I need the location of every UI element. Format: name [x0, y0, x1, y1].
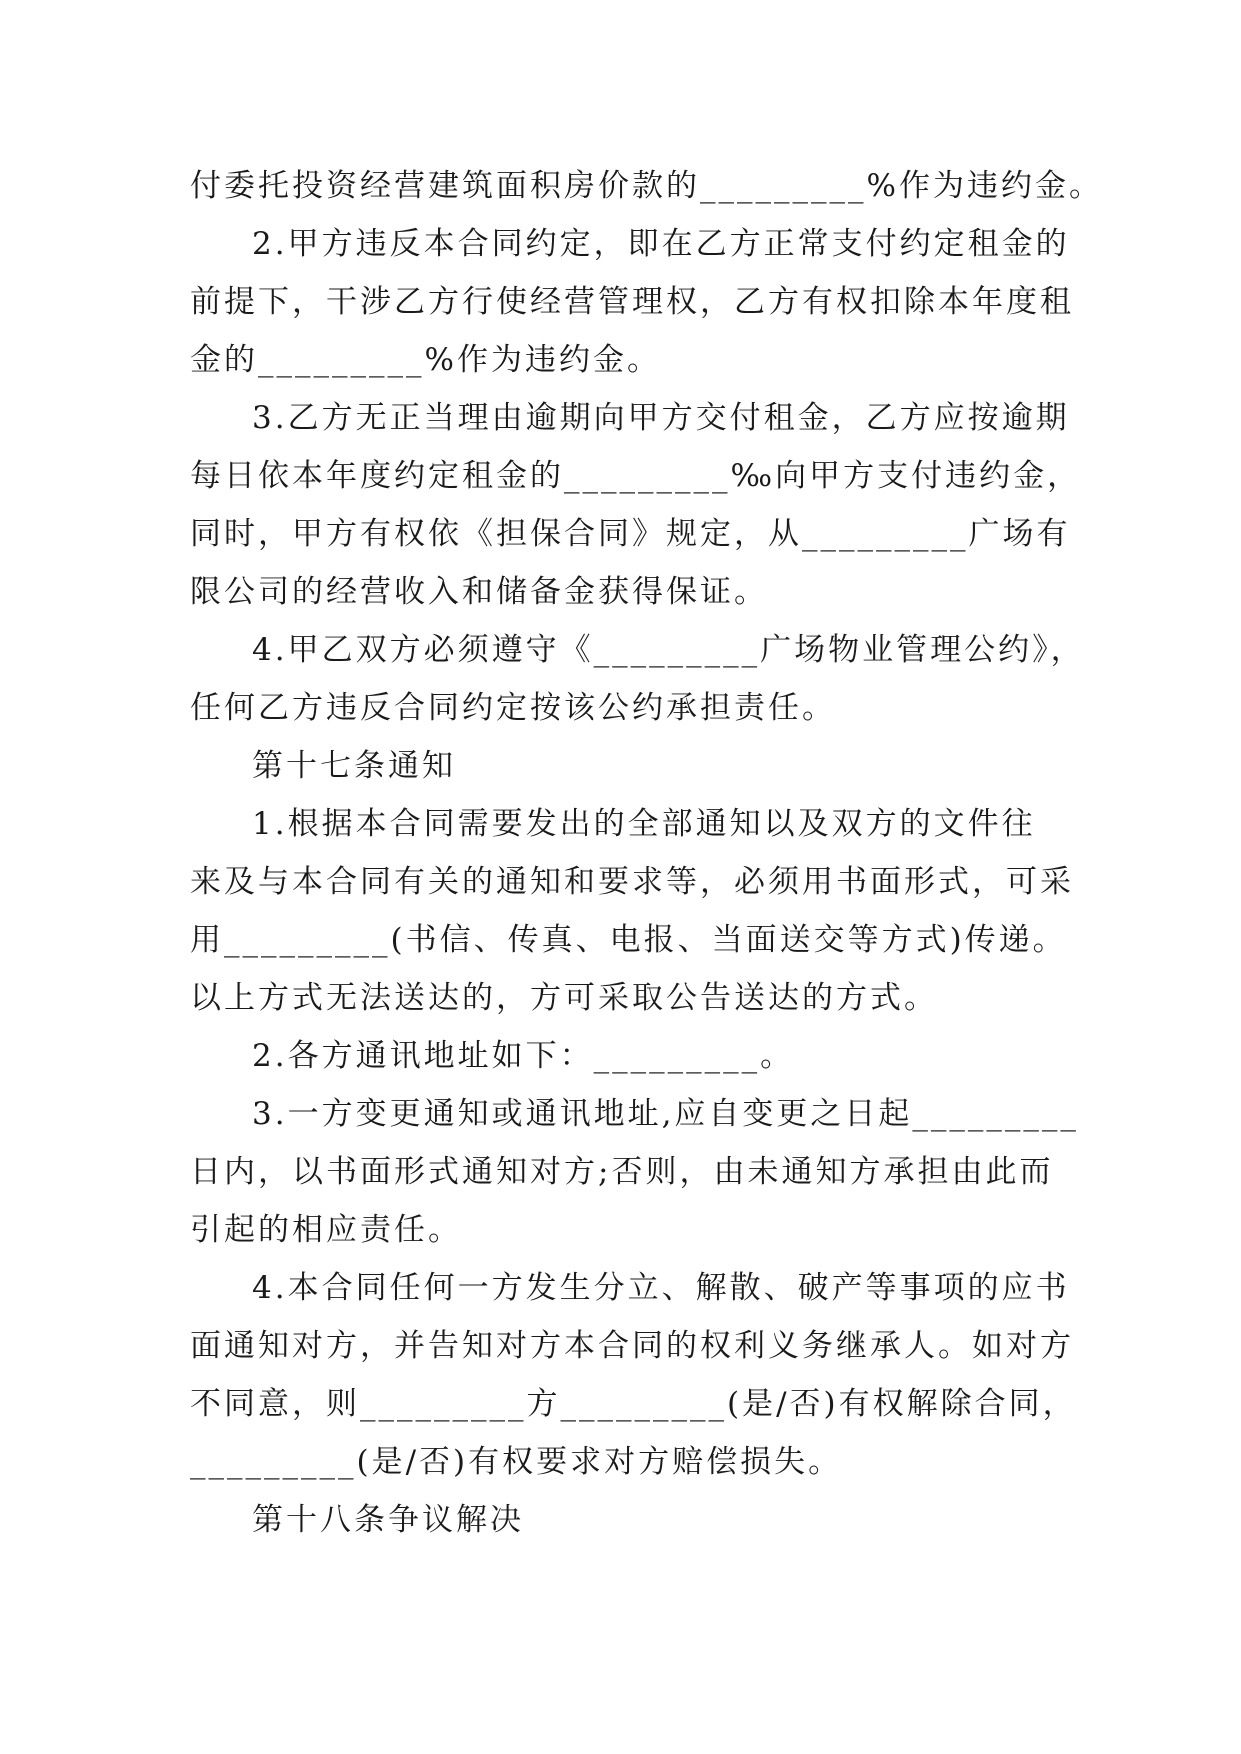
text-line: 2.甲方违反本合同约定，即在乙方正常支付约定租金的 — [252, 226, 1070, 262]
text-line: 面通知对方，并告知对方本合同的权利义务继承人。如对方 — [190, 1328, 1074, 1364]
text-line: 日内，以书面形式通知对方;否则，由未通知方承担由此而 — [190, 1154, 1054, 1190]
text-line: 1.根据本合同需要发出的全部通知以及双方的文件往 — [252, 806, 1036, 842]
text-line: 4.本合同任何一方发生分立、解散、破产等事项的应书 — [252, 1270, 1070, 1306]
text-line: 不同意，则_________方_________(是/否)有权解除合同， — [190, 1386, 1077, 1422]
text-line: _________(是/否)有权要求对方赔偿损失。 — [190, 1444, 843, 1480]
text-line: 3.乙方无正当理由逾期向甲方交付租金，乙方应按逾期 — [252, 400, 1070, 436]
text-line: 引起的相应责任。 — [190, 1212, 462, 1248]
text-line: 同时，甲方有权依《担保合同》规定，从_________广场有 — [190, 516, 1071, 552]
text-line: 3.一方变更通知或通讯地址,应自变更之日起_________ — [252, 1096, 1079, 1132]
text-line: 来及与本合同有关的通知和要求等，必须用书面形式，可采 — [190, 864, 1074, 900]
text-line: 限公司的经营收入和储备金获得保证。 — [190, 574, 768, 610]
section-heading: 第十七条通知 — [252, 748, 456, 784]
text-line: 用_________(书信、传真、电报、当面送交等方式)传递。 — [190, 922, 1067, 958]
text-line: 付委托投资经营建筑面积房价款的_________%作为违约金。 — [190, 168, 1103, 204]
text-line: 金的_________%作为违约金。 — [190, 342, 661, 378]
text-line: 4.甲乙双方必须遵守《_________广场物业管理公约》， — [252, 632, 1085, 668]
text-line: 以上方式无法送达的，方可采取公告送达的方式。 — [190, 980, 938, 1016]
text-line: 2.各方通讯地址如下：_________。 — [252, 1038, 795, 1074]
text-line: 每日依本年度约定租金的_________‰向甲方支付违约金， — [190, 458, 1082, 494]
section-heading: 第十八条争议解决 — [252, 1502, 524, 1538]
document-body — [190, 157, 1103, 1549]
text-line: 任何乙方违反合同约定按该公约承担责任。 — [190, 690, 836, 726]
text-line: 前提下，干涉乙方行使经营管理权，乙方有权扣除本年度租 — [190, 284, 1074, 320]
